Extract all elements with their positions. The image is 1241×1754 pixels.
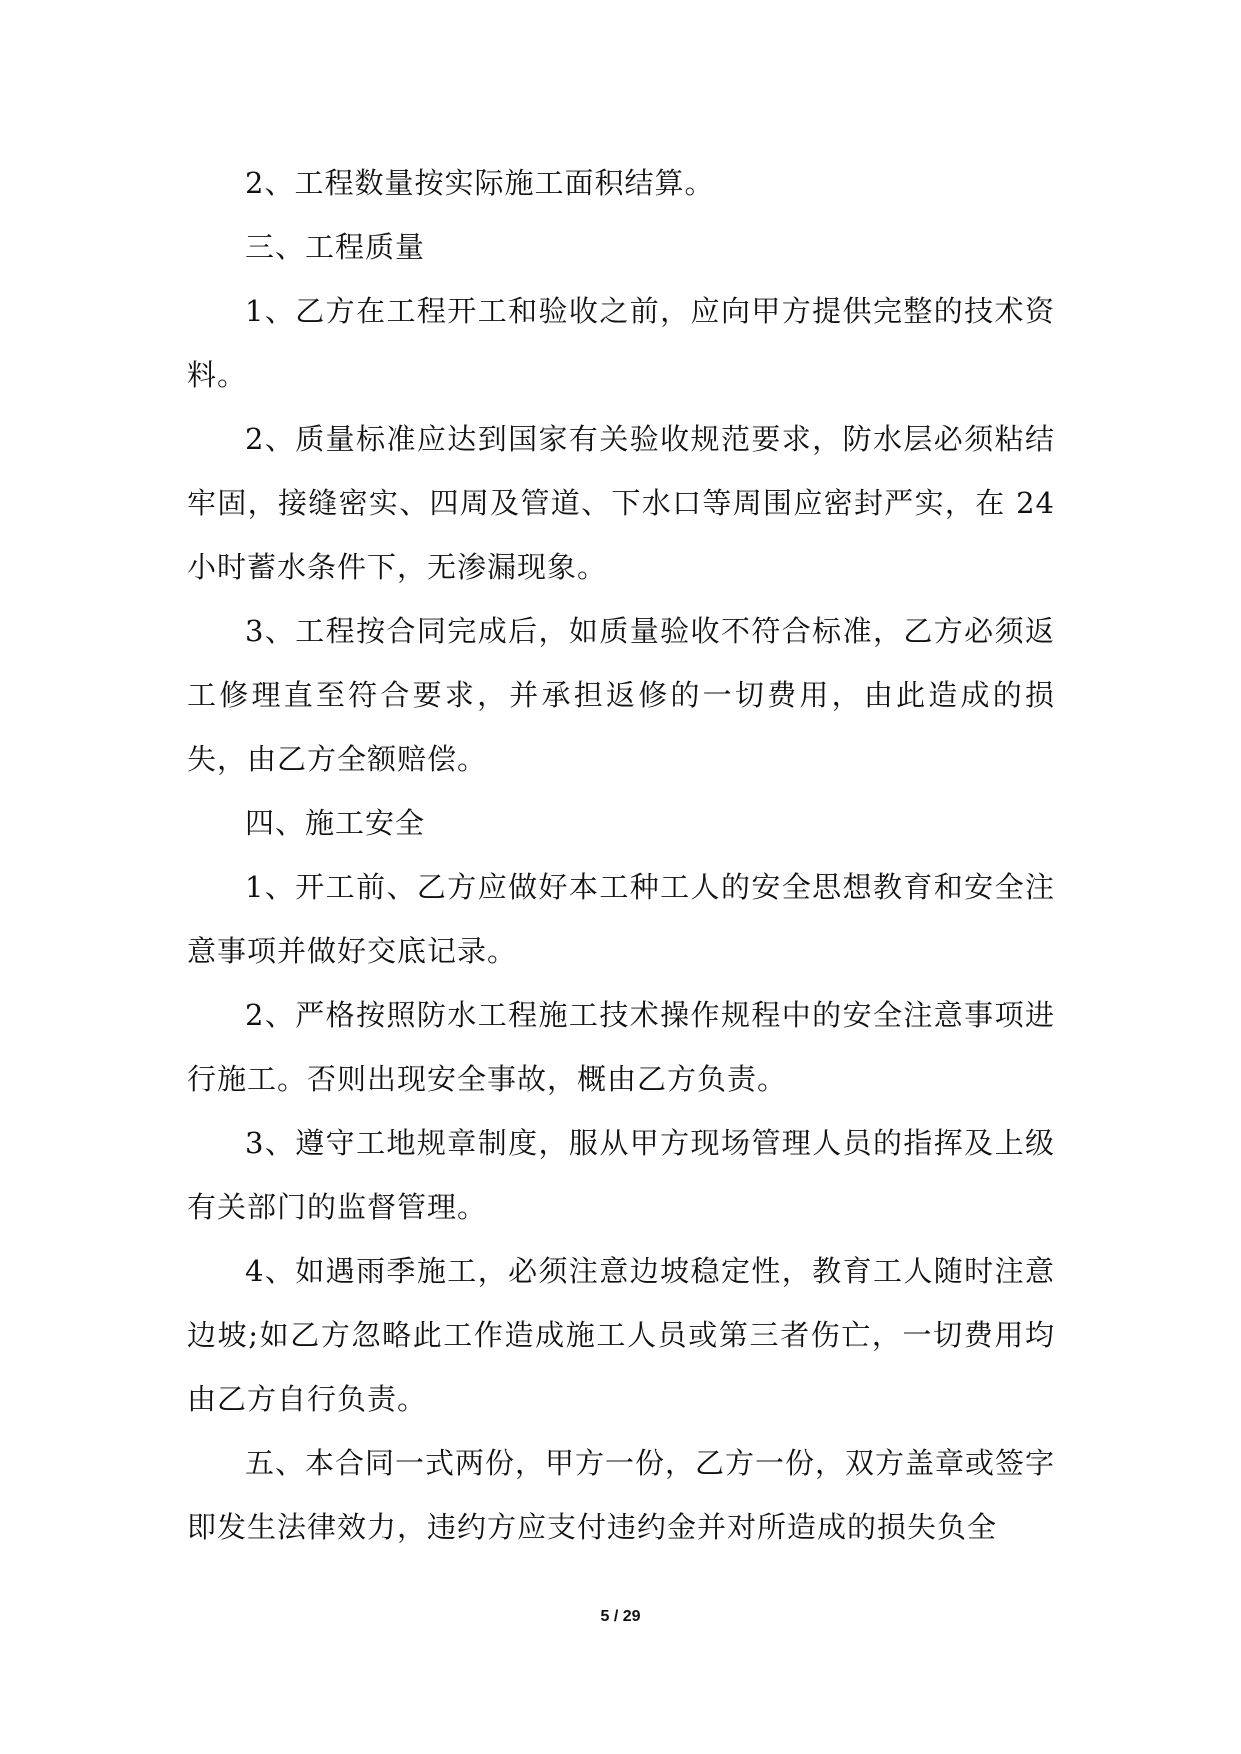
page-number: 5 / 29 — [600, 1608, 641, 1625]
section-heading-quality: 三、工程质量 — [245, 230, 426, 264]
paragraph-rainy-season: 4、如遇雨季施工，必须注意边坡稳定性，教育工人随时注意边坡;如乙方忽略此工作造成施工人员或第三者伤亡，一切费用均由乙方自行负责。 — [187, 1254, 1055, 1416]
paragraph-quality-standard: 2、质量标准应达到国家有关验收规范要求，防水层必须粘结牢固，接缝密实、四周及管道、下水口等周围应密封严实，在 24 小时蓄水条件下，无渗漏现象。 — [187, 422, 1055, 584]
paragraph-technical-materials: 1、乙方在工程开工和验收之前，应向甲方提供完整的技术资料。 — [187, 294, 1055, 392]
paragraph-site-rules: 3、遵守工地规章制度，服从甲方现场管理人员的指挥及上级有关部门的监督管理。 — [187, 1126, 1055, 1224]
section-heading-safety: 四、施工安全 — [245, 806, 426, 840]
paragraph-rework: 3、工程按合同完成后，如质量验收不符合标准，乙方必须返工修理直至符合要求，并承担返修的一切费用，由此造成的损失，由乙方全额赔偿。 — [187, 614, 1055, 776]
paragraph-quantity-settlement: 2、工程数量按实际施工面积结算。 — [245, 166, 715, 200]
document-body — [187, 151, 1055, 1559]
paragraph-safety-education: 1、开工前、乙方应做好本工种工人的安全思想教育和安全注意事项并做好交底记录。 — [187, 870, 1055, 968]
paragraph-safety-procedures: 2、严格按照防水工程施工技术操作规程中的安全注意事项进行施工。否则出现安全事故，概由乙方负责。 — [187, 998, 1055, 1096]
paragraph-contract-copies: 五、本合同一式两份，甲方一份，乙方一份，双方盖章或签字即发生法律效力，违约方应支付违约金并对所造成的损失负全 — [187, 1446, 1056, 1544]
